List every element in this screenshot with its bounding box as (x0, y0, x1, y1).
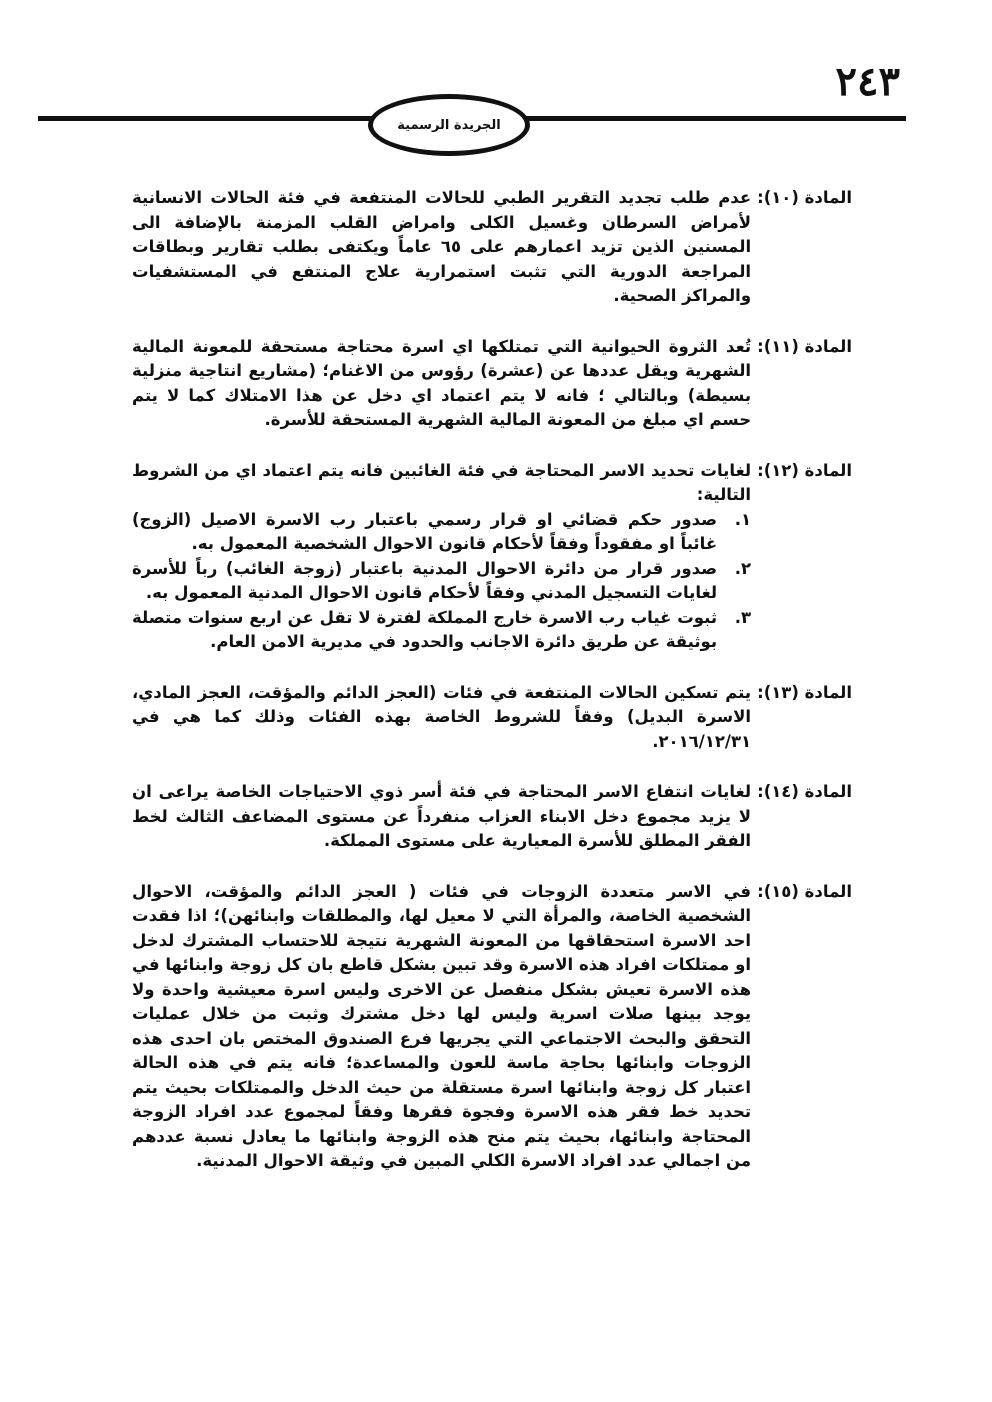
article-14 (132, 780, 852, 854)
page-number: ٢٤٣ (835, 58, 900, 105)
gazette-header-oval (368, 94, 530, 156)
article-label: المادة (١٥): (757, 881, 852, 901)
document-body (132, 186, 852, 1200)
gazette-title: الجريدة الرسمية (397, 117, 501, 133)
article-label: المادة (١١): (757, 336, 852, 356)
article-11 (132, 335, 852, 433)
list-item-text: ثبوت غياب رب الاسرة خارج المملكة لفترة لا تقل عن اربع سنوات متصلة بوثيقة عن طريق دائرة الاجانب والحدود في مديرية الامن العام. (132, 607, 718, 651)
list-item (132, 557, 751, 606)
list-item (132, 606, 751, 655)
article-text: لغايات تحديد الاسر المحتاجة في فئة الغائبين فانه يتم اعتماد اي من الشروط التالية: (132, 460, 752, 504)
conditions-list (132, 508, 751, 655)
list-item (132, 508, 751, 557)
article-text: تُعد الثروة الحيوانية التي تمتلكها اي اسرة محتاجة مستحقة للمعونة المالية الشهرية ويقل عددها عن (عشرة) رؤوس من الاغنام؛ (مشاريع انتاجية منزلية بسيطة) وبالتالي ؛ فانه لا يتم اعتماد اي دخل عن هذا الامتلاك كما لا يتم حسم اي مبلغ من المعونة المالية الشهرية المستحقة للأسرة. (132, 336, 752, 429)
list-item-number: ٢. (734, 558, 752, 578)
article-text: عدم طلب تجديد التقرير الطبي للحالات المنتفعة في فئة الحالات الانسانية لأمراض السرطان وغسيل الكلى وامراض القلب المزمنة بالإضافة الى المسنين الذين تزيد اعمارهم على ٦٥ عاماً ويكتفى بطلب تقارير وبطاقات المراجعة الدورية التي تثبت استمرارية علاج المنتفع في المستشفيات والمراكز الصحية. (132, 188, 752, 305)
article-label: المادة (١٣): (757, 682, 852, 702)
article-text: يتم تسكين الحالات المنتفعة في فئات (العجز الدائم والمؤقت، العجز المادي، الاسرة البديل) وفقاً للشروط الخاصة بهذه الفئات وذلك كما هي في ٢٠١٦/١٢/٣١. (132, 682, 752, 751)
article-12 (132, 459, 852, 655)
list-item-number: ٣. (734, 607, 752, 627)
article-label: المادة (١٢): (757, 460, 852, 480)
article-15 (132, 880, 852, 1174)
list-item-text: صدور قرار من دائرة الاحوال المدنية باعتبار (زوجة الغائب) رباً للأسرة لغايات التسجيل المدني وفقاً لأحكام قانون الاحوال المدنية المعمول به. (132, 558, 718, 602)
article-text: لغايات انتفاع الاسر المحتاجة في فئة أسر ذوي الاحتياجات الخاصة يراعى ان لا يزيد مجموع دخل الابناء العزاب منفرداً عن مستوى المضاعف الثالث لخط الفقر المطلق للأسرة المعيارية على مستوى المملكة. (132, 782, 752, 850)
list-item-text: صدور حكم قضائي او قرار رسمي باعتبار رب الاسرة الاصيل (الزوج) غائباً او مفقوداً وفقاً لأحكام قانون الاحوال الشخصية المعمول به. (132, 509, 718, 553)
article-label: المادة (١٠): (757, 188, 852, 207)
article-13 (132, 681, 852, 755)
list-item-number: ١. (734, 509, 752, 529)
article-text: في الاسر متعددة الزوجات في فئات ( العجز الدائم والمؤقت، الاحوال الشخصية الخاصة، والمرأة التي لا معيل لها، والمطلقات وابنائهن)؛ اذا فقدت احد الاسرة استحقاقها من المعونة الشهرية نتيجة للاحتساب المشترك لدخل او ممتلكات افراد هذه الاسرة وقد تبين بشكل قاطع بان كل زوجة وابنائها في هذه الاسرة تعيش بشكل منفصل عن الاخرى وليس اسرة معيشية واحدة ولا يوجد بينها صلات اسرية وليس لها دخل مشترك وثبت من خلال عمليات التحقق والبحث الاجتماعي التي يجريها فرع الصندوق المختص بان احدى هذه الزوجات وابنائها بحاجة ماسة للعون والمساعدة؛ فانه يتم في هذه الحالة اعتبار كل زوجة وابنائها اسرة مستقلة من حيث الدخل والممتلكات بحيث يتم تحديد خط فقر هذه الاسرة وفجوة فقرها وفقاً لمجموع عدد افراد الزوجة المحتاجة وابنائها، بحيث يتم منح هذه الزوجة وابنائها ما يعادل نسبة عددهم من اجمالي عدد افراد الاسرة الكلي المبين في وثيقة الاحوال المدنية. (132, 881, 752, 1170)
article-label: المادة (١٤): (757, 782, 852, 801)
article-10 (132, 186, 852, 309)
